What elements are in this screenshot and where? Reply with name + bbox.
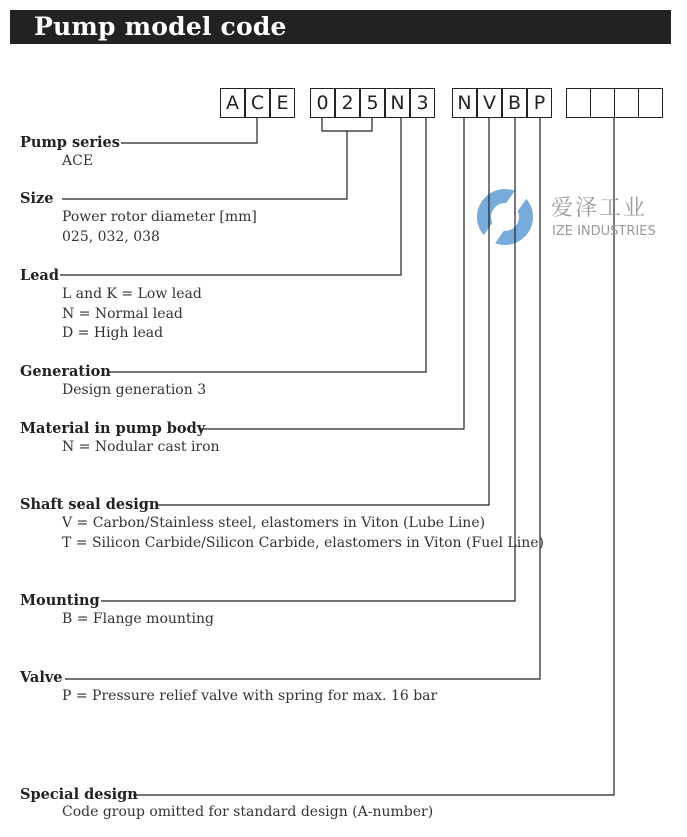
desc-shaft-seal-2: T = Silicon Carbide/Silicon Carbide, elastomers in Viton (Fuel Line): [62, 535, 544, 551]
desc-valve-1: P = Pressure relief valve with spring for max. 16 bar: [62, 688, 438, 704]
code-box-generation: 3: [410, 88, 435, 118]
code-box-mounting: B: [502, 88, 527, 118]
desc-shaft-seal-1: V = Carbon/Stainless steel, elastomers in Viton (Lube Line): [62, 515, 486, 531]
size-bracket: [322, 118, 372, 131]
code-box-size-3: 5: [360, 88, 385, 118]
label-generation: Generation: [20, 363, 111, 380]
label-material: Material in pump body: [20, 420, 206, 437]
leader-material: [200, 118, 464, 429]
code-box-material: N: [452, 88, 477, 118]
desc-size-2: 025, 032, 038: [62, 229, 160, 245]
watermark-en: IZE INDUSTRIES: [552, 224, 656, 239]
label-pump-series: Pump series: [20, 134, 120, 151]
page-title: Pump model code: [34, 12, 287, 41]
code-box-size-2: 2: [335, 88, 360, 118]
label-shaft-seal: Shaft seal design: [20, 496, 160, 513]
code-box-series-2: C: [245, 88, 270, 118]
watermark-logo: [477, 189, 533, 245]
desc-generation-1: Design generation 3: [62, 382, 207, 398]
leader-pump-series: [121, 118, 257, 143]
desc-lead-2: N = Normal lead: [62, 306, 183, 322]
code-box-series-1: A: [220, 88, 245, 118]
desc-material-1: N = Nodular cast iron: [62, 439, 220, 455]
code-box-size-1: 0: [310, 88, 335, 118]
desc-size-1: Power rotor diameter [mm]: [62, 209, 257, 225]
desc-lead-3: D = High lead: [62, 325, 164, 341]
watermark-cn: 爱泽工业: [551, 196, 648, 221]
label-size: Size: [20, 190, 54, 207]
desc-mounting-1: B = Flange mounting: [62, 611, 214, 627]
label-mounting: Mounting: [20, 592, 100, 609]
code-box-series-3: E: [270, 88, 295, 118]
code-box-valve: P: [527, 88, 552, 118]
label-lead: Lead: [20, 267, 59, 284]
desc-special-1: Code group omitted for standard design (A-number): [62, 804, 434, 820]
label-special: Special design: [20, 786, 138, 803]
code-box-lead: N: [385, 88, 410, 118]
code-box-shaft-seal: V: [477, 88, 502, 118]
desc-pump-series-1: ACE: [62, 153, 94, 169]
desc-lead-1: L and K = Low lead: [62, 286, 202, 302]
label-valve: Valve: [20, 669, 63, 686]
